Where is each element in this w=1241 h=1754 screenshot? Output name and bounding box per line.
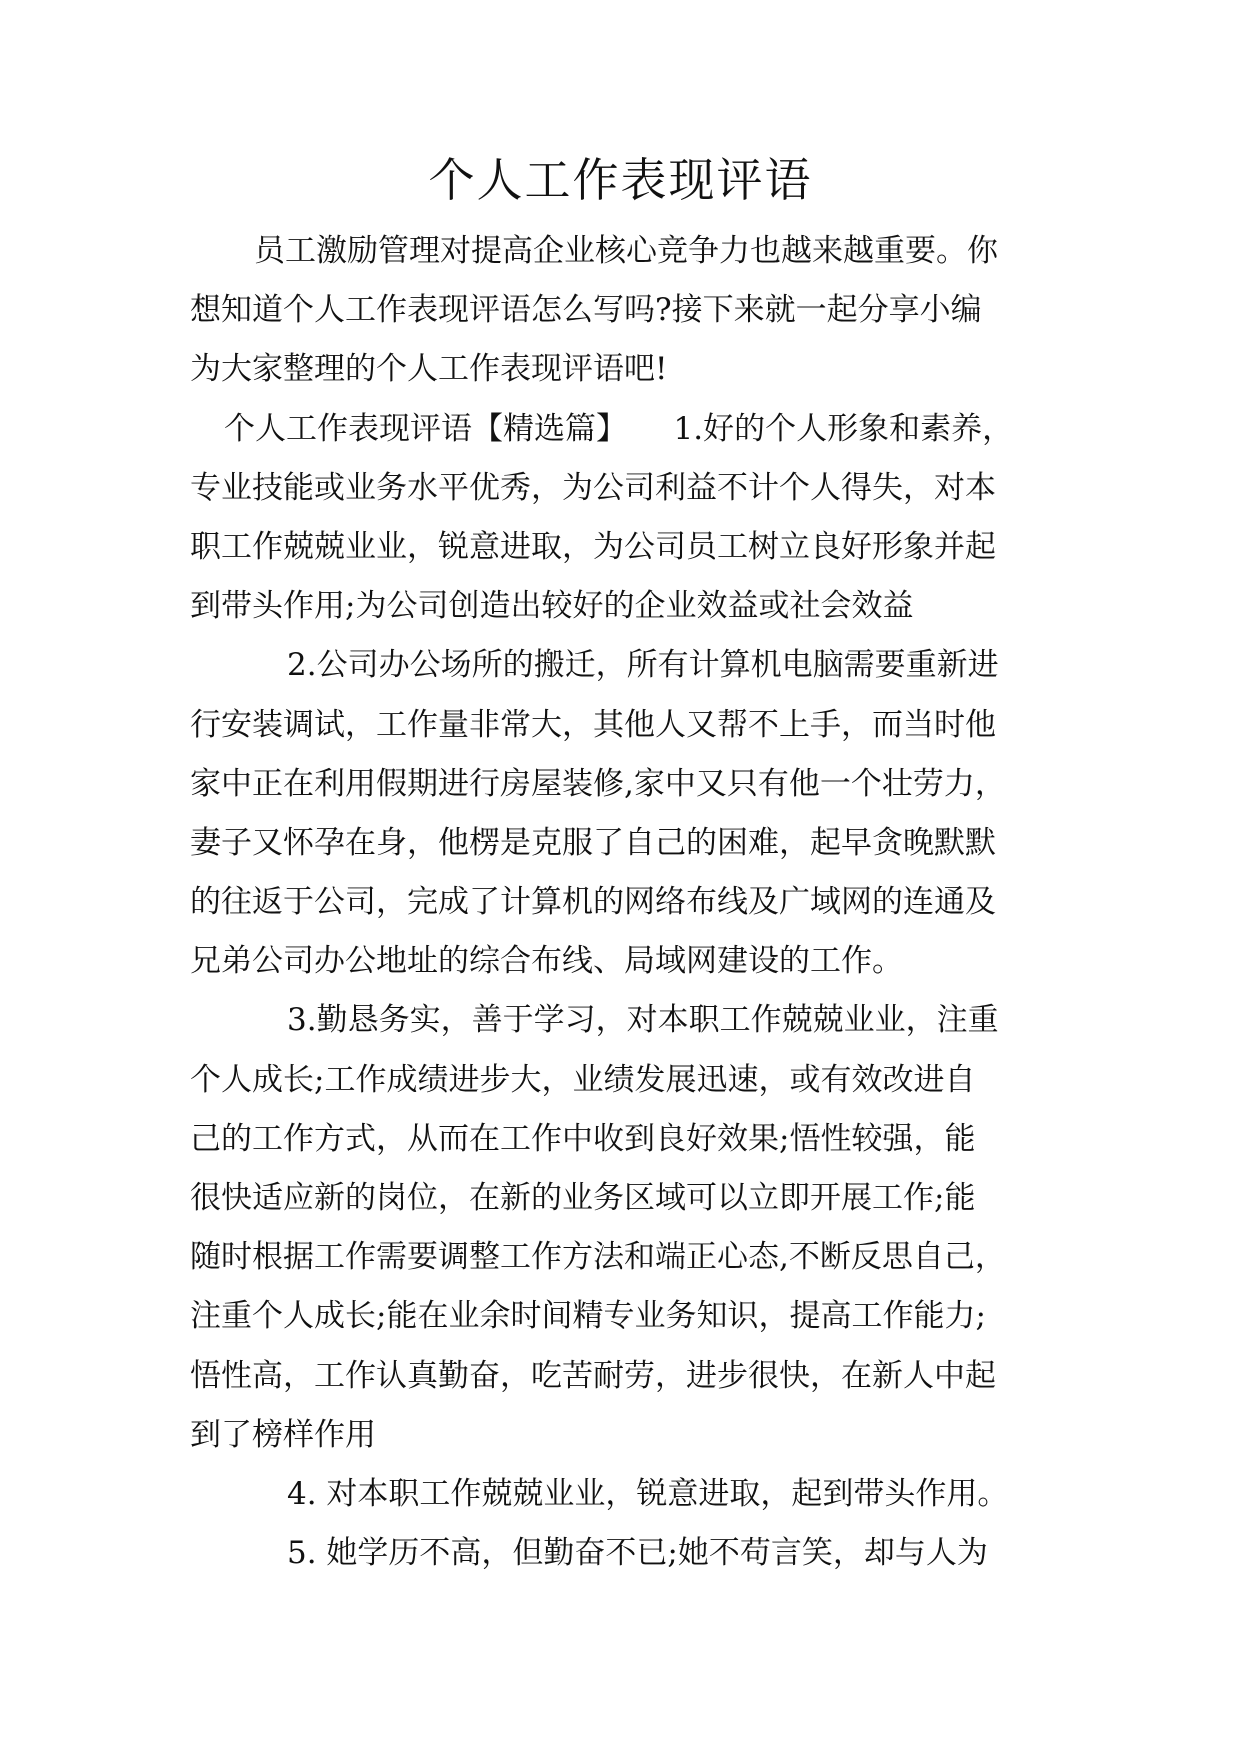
paragraph-line: 4. 对本职工作兢兢业业，锐意进取，起到带头作用。 [287,1475,1009,1512]
paragraph-line: 到带头作用;为公司创造出较好的企业效益或社会效益 [190,588,914,625]
paragraph-line: 想知道个人工作表现评语怎么写吗?接下来就一起分享小编 [190,292,982,329]
paragraph-line: 个人成长;工作成绩进步大，业绩发展迅速，或有效改进自 [190,1061,976,1098]
paragraph-line: 妻子又怀孕在身，他楞是克服了自己的困难，起早贪晚默默 [190,824,996,861]
paragraph-line: 行安装调试，工作量非常大，其他人又帮不上手，而当时他 [190,706,996,743]
paragraph-line: 5. 她学历不高，但勤奋不已;她不苟言笑，却与人为 [287,1535,988,1572]
paragraph-line: 家中正在利用假期进行房屋装修,家中又只有他一个壮劳力， [190,765,1006,802]
paragraph-line: 随时根据工作需要调整工作方法和端正心态,不断反思自己， [190,1239,1006,1276]
paragraph-line: 为大家整理的个人工作表现评语吧! [190,351,668,388]
paragraph-line: 兄弟公司办公地址的综合布线、局域网建设的工作。 [190,943,903,980]
paragraph-line: 到了榜样作用 [190,1416,376,1453]
paragraph-line: 3.勤恳务实，善于学习，对本职工作兢兢业业，注重 [287,1002,999,1039]
document-body [190,222,1050,1583]
paragraph-line: 个人工作表现评语【精选篇】 1.好的个人形象和素养， [224,410,1014,447]
paragraph-line: 专业技能或业务水平优秀，为公司利益不计个人得失，对本 [190,469,996,506]
paragraph-line: 己的工作方式，从而在工作中收到良好效果;悟性较强，能 [190,1120,976,1157]
paragraph-line: 员工激励管理对提高企业核心竞争力也越来越重要。你 [254,233,998,269]
paragraph-line: 悟性高，工作认真勤奋，吃苦耐劳，进步很快，在新人中起 [190,1357,996,1394]
paragraph-line: 的往返于公司，完成了计算机的网络布线及广域网的连通及 [190,884,996,921]
paragraph-line: 2.公司办公场所的搬迁，所有计算机电脑需要重新进 [287,647,999,684]
paragraph-line: 注重个人成长;能在业余时间精专业务知识，提高工作能力; [190,1298,986,1335]
paragraph-line: 很快适应新的岗位，在新的业务区域可以立即开展工作;能 [190,1180,976,1216]
document-title: 个人工作表现评语 [428,153,813,207]
paragraph-line: 职工作兢兢业业，锐意进取，为公司员工树立良好形象并起 [190,528,996,565]
